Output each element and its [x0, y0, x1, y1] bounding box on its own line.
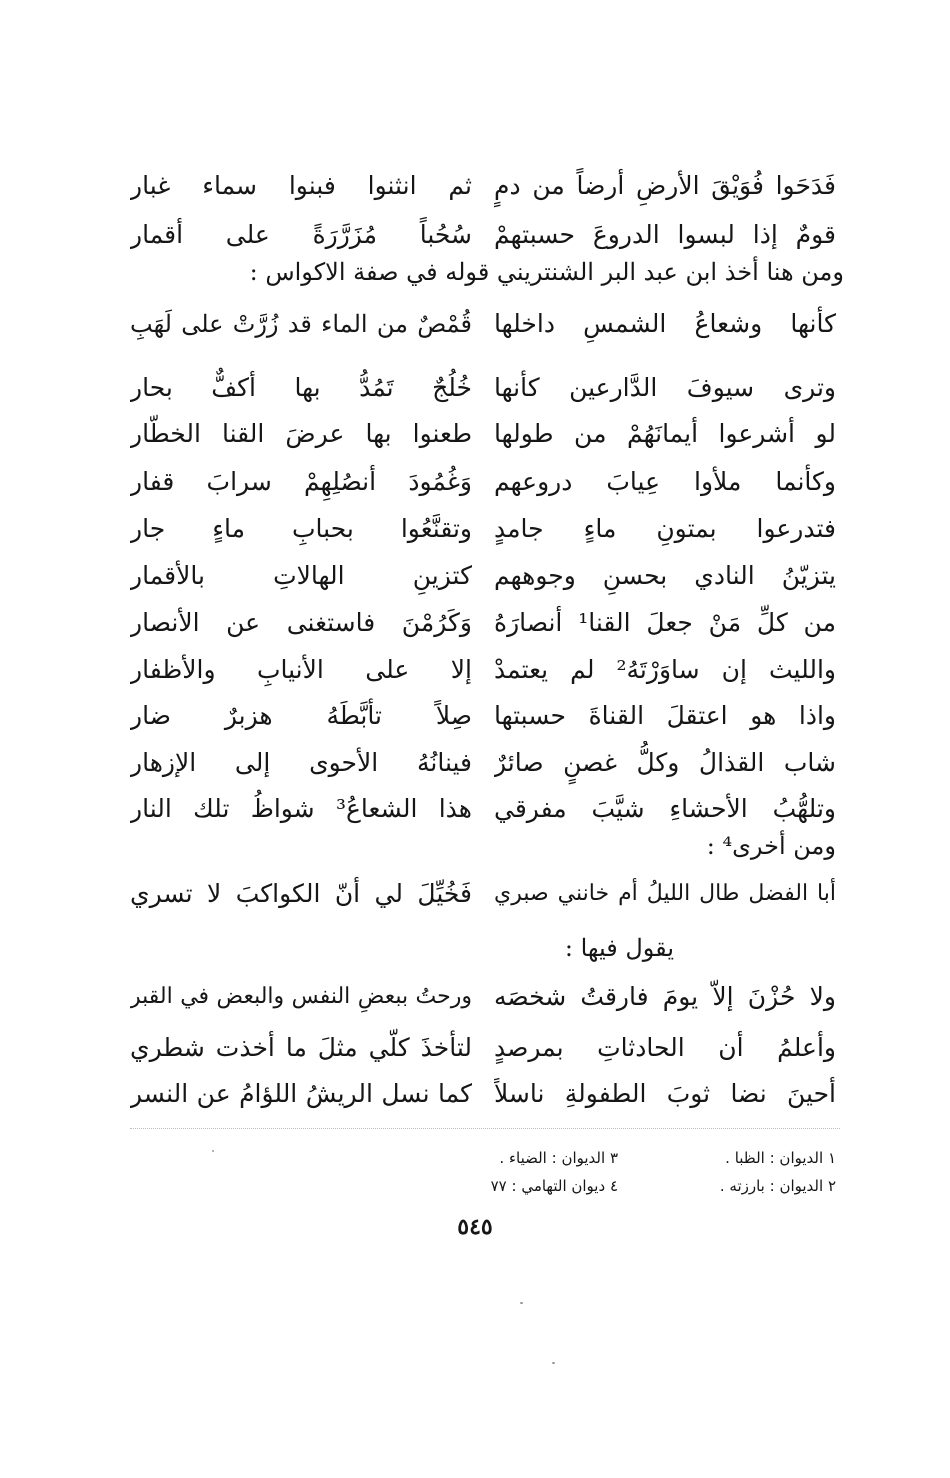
verse-second-hemistich: خُلُجٌ تَمُدُّ بها أكفٌّ بحار	[130, 373, 472, 402]
verse-first-hemistich: لو أشرعوا أيمانَهُمْ من طولها	[494, 419, 836, 448]
verse-first-hemistich: من كلِّ مَنْ جعلَ القنا¹ أنصارَهُ	[494, 608, 836, 637]
prose-intro: يقول فيها :	[564, 934, 674, 962]
verse-second-hemistich: هذا الشعاعُ³ شواظُ تلك النار	[130, 794, 472, 823]
paper-speck	[212, 1150, 214, 1152]
paper-speck	[520, 1302, 523, 1304]
verse-first-hemistich: يتزيّنُ النادي بحسنِ وجوههم	[494, 561, 836, 590]
verse-second-hemistich: سُحُباً مُزَرَّرَةً على أقمار	[130, 220, 472, 249]
verse-first-hemistich: قومٌ إذا لبسوا الدروعَ حسبتهمْ	[494, 220, 836, 249]
verse-line	[130, 694, 836, 738]
verse-second-hemistich: وَغُمُودَ أنصُلِهِمْ سرابَ قفار	[130, 467, 472, 496]
verse-second-hemistich: كما نسل الريشُ اللؤامُ عن النسر	[130, 1079, 472, 1108]
verse-line	[130, 164, 836, 208]
verse-line	[130, 872, 836, 916]
verse-second-hemistich: وَكَرُمْنَ فاستغنى عن الأنصار	[130, 608, 472, 637]
verse-line	[130, 741, 836, 785]
verse-line	[130, 302, 836, 346]
verse-line	[130, 460, 836, 504]
verse-first-hemistich: ولا حُزْنَ إلاّ يومَ فارقتُ شخصَه	[494, 982, 836, 1011]
verse-first-hemistich: واذا هو اعتقلَ القناةَ حسبتها	[494, 701, 836, 730]
verse-line	[130, 601, 836, 645]
verse-second-hemistich: ثم انثنوا فبنوا سماء غبار	[130, 171, 472, 200]
verse-second-hemistich: إلا على الأنيابِ والأظفار	[130, 655, 472, 684]
verse-line	[130, 366, 836, 410]
verse-first-hemistich: وتلهُّبُ الأحشاءِ شيَّبَ مفرقي	[494, 794, 836, 823]
verse-second-hemistich: صِلاً تأبَّطَهُ هزبرٌ ضار	[130, 701, 472, 730]
verse-line	[130, 412, 836, 456]
prose-intro: ومن أخرى⁴ :	[706, 832, 836, 860]
verse-first-hemistich: فَدَحَوا فُوَيْقَ الأرضِ أرضاً من دمٍ	[494, 171, 836, 200]
footnote: ٤ ديوان التهامي : ٧٧	[490, 1177, 618, 1195]
footnote: ٢ الديوان : بارزته .	[719, 1177, 836, 1195]
verse-second-hemistich: ورحتُ ببعضِ النفس والبعض في القبر	[130, 984, 472, 1009]
verse-second-hemistich: فَخُيِّلَ لي أنّ الكواكبَ لا تسري	[130, 879, 472, 908]
verse-first-hemistich: والليث إن ساوَرْتَهُ² لم يعتمدْ	[494, 655, 836, 684]
footnote: ١ الديوان : الظبا .	[725, 1149, 836, 1167]
paper-speck	[552, 1362, 555, 1364]
verse-line	[130, 1072, 836, 1116]
verse-first-hemistich: وأعلمُ أن الحادثاتِ بمرصدٍ	[494, 1033, 836, 1062]
verse-first-hemistich: وكأنما ملأوا عِيابَ دروعهم	[494, 467, 836, 496]
footnote: ٣ الديوان : الضياء .	[499, 1149, 618, 1167]
verse-first-hemistich: كأنها وشعاعُ الشمسِ داخلها	[494, 309, 836, 338]
footnote-separator	[130, 1128, 840, 1129]
verse-second-hemistich: طعنوا بها عرضَ القنا الخطّار	[130, 419, 472, 448]
page-number: ٥٤٥	[457, 1214, 493, 1240]
verse-first-hemistich: شاب القذالُ وكلُّ غصنٍ صائرٌ	[494, 748, 836, 777]
verse-line	[130, 213, 836, 257]
verse-second-hemistich: كتزينِ الهالاتِ بالأقمار	[130, 561, 472, 590]
verse-line	[130, 554, 836, 598]
verse-first-hemistich: وترى سيوفَ الدَّارعين كأنها	[494, 373, 836, 402]
verse-first-hemistich: فتدرعوا بمتونِ ماءٍ جامدٍ	[494, 514, 836, 543]
verse-second-hemistich: فينانُهُ الأحوى إلى الإزهار	[130, 748, 472, 777]
prose-intro: ومن هنا أخذ ابن عبد البر الشنتريني قوله في صفة الاكواس :	[249, 258, 844, 286]
verse-line	[130, 787, 836, 831]
verse-line	[130, 648, 836, 692]
verse-second-hemistich: لتأخذَ كلّي مثلَ ما أخذت شطري	[130, 1033, 472, 1062]
verse-line	[130, 507, 836, 551]
verse-second-hemistich: وتقنَّعُوا بحبابِ ماءٍ جار	[130, 514, 472, 543]
verse-first-hemistich: أبا الفضل طال الليلُ أم خانني صبري	[494, 881, 836, 906]
verse-line	[130, 975, 836, 1019]
verse-first-hemistich: أحينَ نضا ثوبَ الطفولةِ ناسلاً	[494, 1079, 836, 1108]
verse-line	[130, 1026, 836, 1070]
verse-second-hemistich: قُمْصٌ من الماء قد زُرَّتْ على لَهَبِ	[130, 310, 472, 338]
